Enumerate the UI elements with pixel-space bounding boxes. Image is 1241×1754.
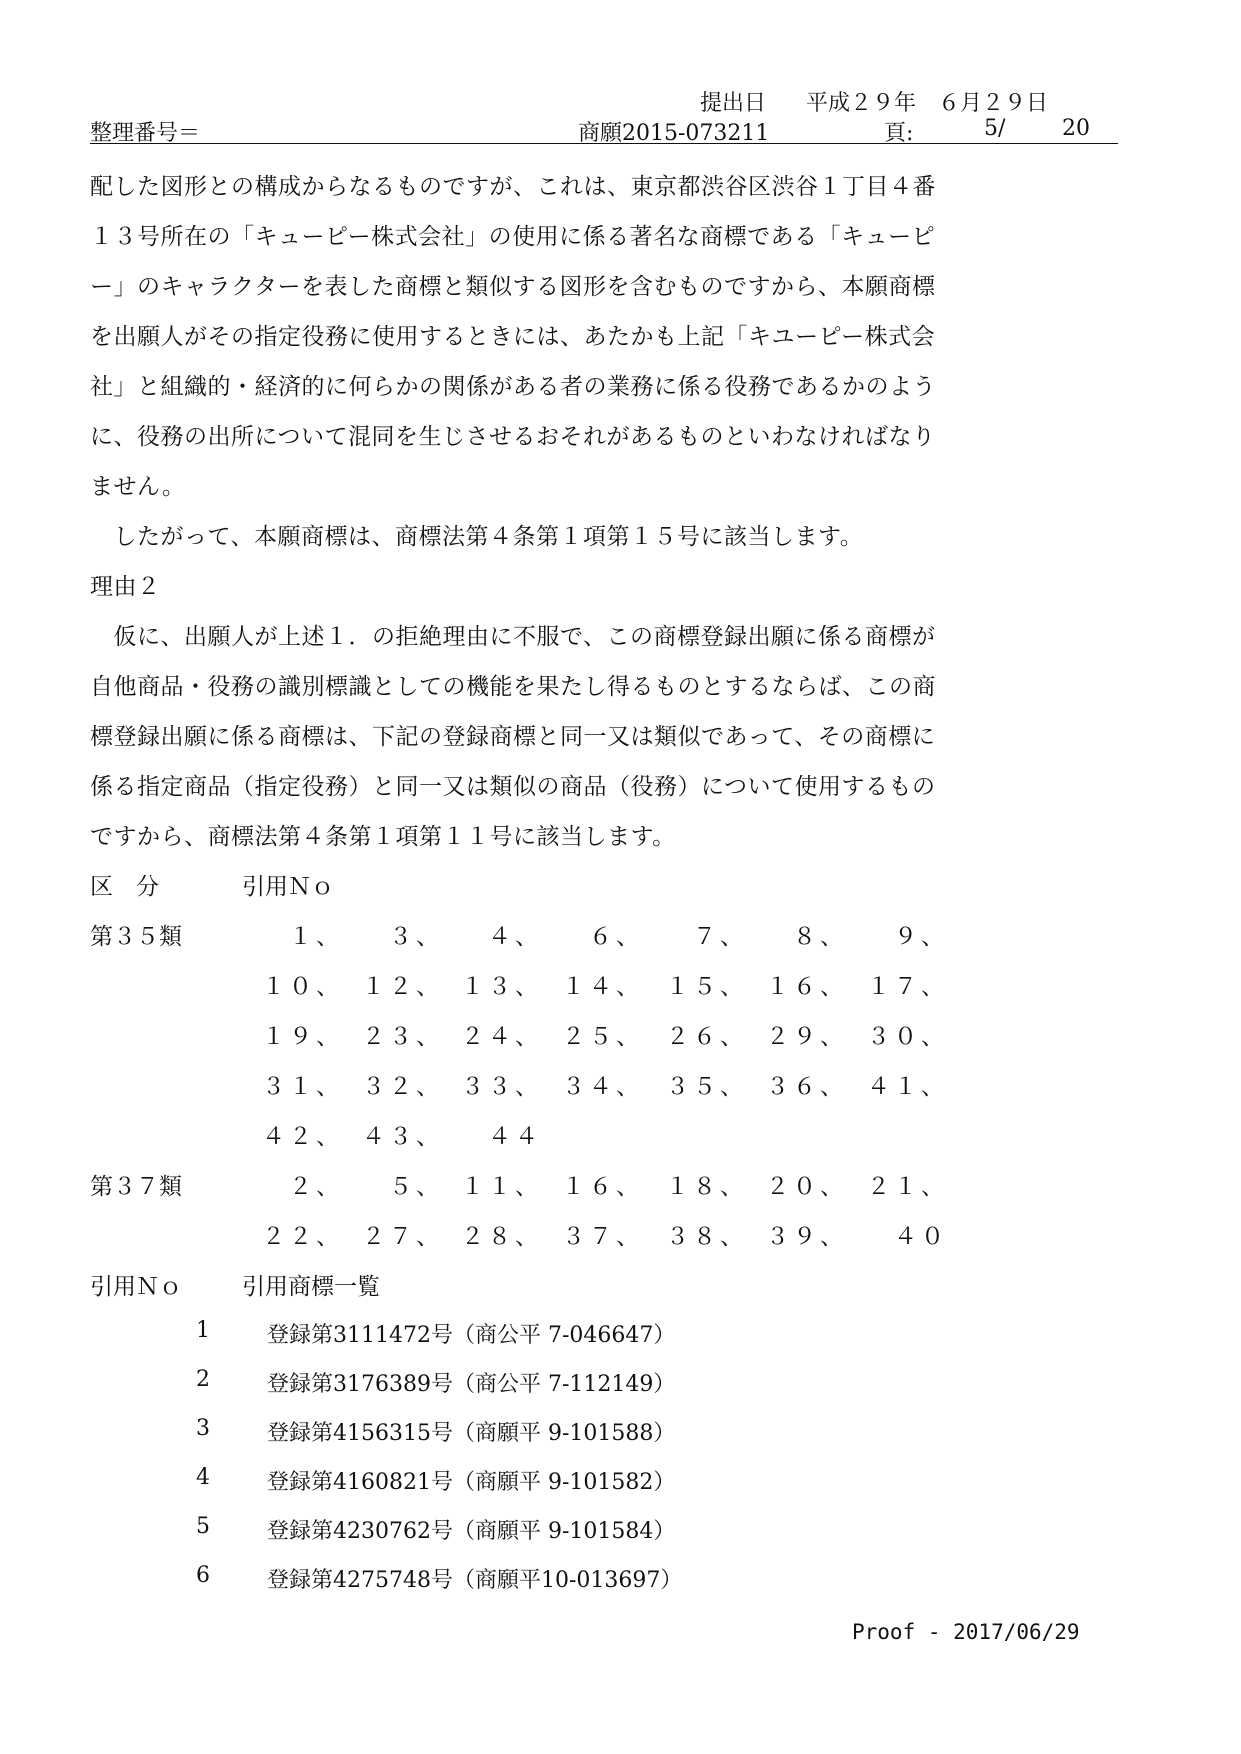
- citation-text: 登録第4275748号（商願平10-013697）: [267, 1568, 683, 1593]
- citation-number: 6: [196, 1563, 210, 1588]
- citation-ref-number: ４０: [894, 1224, 948, 1250]
- citation-ref-number: ３１、: [262, 1074, 343, 1100]
- citation-ref-number: １６、: [766, 974, 847, 1000]
- citation-number: 2: [196, 1367, 210, 1392]
- citation-ref-number: ４、: [488, 924, 542, 950]
- citation-ref-number: ４１、: [867, 1074, 948, 1100]
- citation-ref-number: ３、: [389, 924, 443, 950]
- citation-ref-number: １５、: [666, 974, 747, 1000]
- citation-ref-number: ２７、: [362, 1224, 443, 1250]
- reference-number-label: 整理番号＝: [90, 121, 201, 146]
- citation-number: 4: [196, 1465, 210, 1490]
- filing-date-label: 提出日: [700, 91, 767, 116]
- body-line: ー」のキャラクターを表した商標と類似する図形を含むものですから、本願商標: [90, 274, 936, 300]
- citation-ref-number: ３３、: [461, 1074, 542, 1100]
- application-number: 商願2015-073211: [578, 121, 770, 146]
- citation-ref-number: １１、: [461, 1174, 542, 1200]
- citation-ref-number: １０、: [262, 974, 343, 1000]
- citation-text: 登録第3111472号（商公平 7-046647）: [267, 1323, 676, 1348]
- citation-text: 登録第4230762号（商願平 9-101584）: [267, 1519, 676, 1544]
- citation-ref-number: １８、: [666, 1174, 747, 1200]
- citation-ref-number: ７、: [693, 924, 747, 950]
- citation-header-no: 引用Ｎｏ: [90, 1274, 182, 1300]
- citation-ref-number: ５、: [389, 1174, 443, 1200]
- citation-ref-number: ４４: [488, 1124, 542, 1150]
- citation-ref-number: １７、: [867, 974, 948, 1000]
- citation-ref-number: ２２、: [262, 1224, 343, 1250]
- citation-ref-number: ３９、: [766, 1224, 847, 1250]
- citation-text: 登録第4156315号（商願平 9-101588）: [267, 1421, 676, 1446]
- body-line: 自他商品・役務の識別標識としての機能を果たし得るものとするならば、この商: [90, 674, 936, 700]
- citation-ref-number: １９、: [262, 1024, 343, 1050]
- citation-ref-number: ３７、: [562, 1224, 643, 1250]
- citation-ref-number: １２、: [362, 974, 443, 1000]
- body-line: 係る指定商品（指定役務）と同一又は類似の商品（役務）について使用するもの: [90, 774, 936, 800]
- filing-date-value: 平成２９年 ６月２９日: [806, 91, 1049, 116]
- page-total: 20: [1062, 116, 1090, 141]
- citation-header-list: 引用商標一覧: [242, 1274, 380, 1300]
- citation-ref-number: ２４、: [461, 1024, 542, 1050]
- citation-number: 3: [196, 1416, 210, 1441]
- body-line: 社」と組織的・経済的に何らかの関係がある者の業務に係る役務であるかのよう: [90, 374, 936, 400]
- citation-ref-number: ２６、: [666, 1024, 747, 1050]
- body-line: 配した図形との構成からなるものですが、これは、東京都渋谷区渋谷１丁目４番: [90, 174, 936, 200]
- citation-ref-number: ３６、: [766, 1074, 847, 1100]
- citation-ref-number: ２８、: [461, 1224, 542, 1250]
- body-line: ません。: [90, 474, 186, 500]
- body-line: を出願人がその指定役務に使用するときには、あたかも上記「キユーピー株式会: [90, 324, 936, 350]
- page-label: 頁:: [884, 121, 914, 146]
- citation-ref-number: １３、: [461, 974, 542, 1000]
- citation-ref-number: ２０、: [766, 1174, 847, 1200]
- body-line: 標登録出願に係る商標は、下記の登録商標と同一又は類似であって、その商標に: [90, 724, 936, 750]
- body-line: ですから、商標法第４条第１項第１１号に該当します。: [90, 824, 676, 850]
- citation-ref-number: ４３、: [362, 1124, 443, 1150]
- citation-ref-number: ４２、: [262, 1124, 343, 1150]
- citation-text: 登録第4160821号（商願平 9-101582）: [267, 1470, 676, 1495]
- header-rule: [90, 143, 1118, 144]
- section-heading: 理由２: [90, 574, 161, 600]
- citation-ref-number: ２５、: [562, 1024, 643, 1050]
- citation-ref-number: １４、: [562, 974, 643, 1000]
- citation-number: 5: [196, 1514, 210, 1539]
- class-table-header-class: 区 分: [90, 874, 159, 900]
- citation-ref-number: ２３、: [362, 1024, 443, 1050]
- class-table-header-citation: 引用Ｎｏ: [242, 874, 334, 900]
- body-line: １３号所在の「キューピー株式会社」の使用に係る著名な商標である「キューピ: [90, 224, 936, 250]
- citation-ref-number: ９、: [894, 924, 948, 950]
- class-35-label: 第３５類: [90, 924, 182, 950]
- citation-ref-number: １、: [289, 924, 343, 950]
- citation-ref-number: ８、: [793, 924, 847, 950]
- citation-ref-number: １６、: [562, 1174, 643, 1200]
- citation-ref-number: ３８、: [666, 1224, 747, 1250]
- citation-number: 1: [196, 1318, 210, 1343]
- citation-ref-number: ３４、: [562, 1074, 643, 1100]
- citation-ref-number: ３２、: [362, 1074, 443, 1100]
- citation-ref-number: ３０、: [867, 1024, 948, 1050]
- citation-ref-number: ２１、: [867, 1174, 948, 1200]
- body-line: に、役務の出所について混同を生じさせるおそれがあるものといわなければなり: [90, 424, 936, 450]
- page-current: 5/: [984, 116, 1006, 141]
- citation-ref-number: ６、: [589, 924, 643, 950]
- body-line: 仮に、出願人が上述１．の拒絶理由に不服で、この商標登録出願に係る商標が: [90, 624, 936, 650]
- citation-ref-number: ２、: [289, 1174, 343, 1200]
- proof-stamp: Proof - 2017/06/29: [852, 1620, 1080, 1644]
- citation-ref-number: ３５、: [666, 1074, 747, 1100]
- citation-text: 登録第3176389号（商公平 7-112149）: [267, 1372, 676, 1397]
- body-line: したがって、本願商標は、商標法第４条第１項第１５号に該当します。: [90, 524, 864, 550]
- citation-ref-number: ２９、: [766, 1024, 847, 1050]
- class-37-label: 第３７類: [90, 1174, 182, 1200]
